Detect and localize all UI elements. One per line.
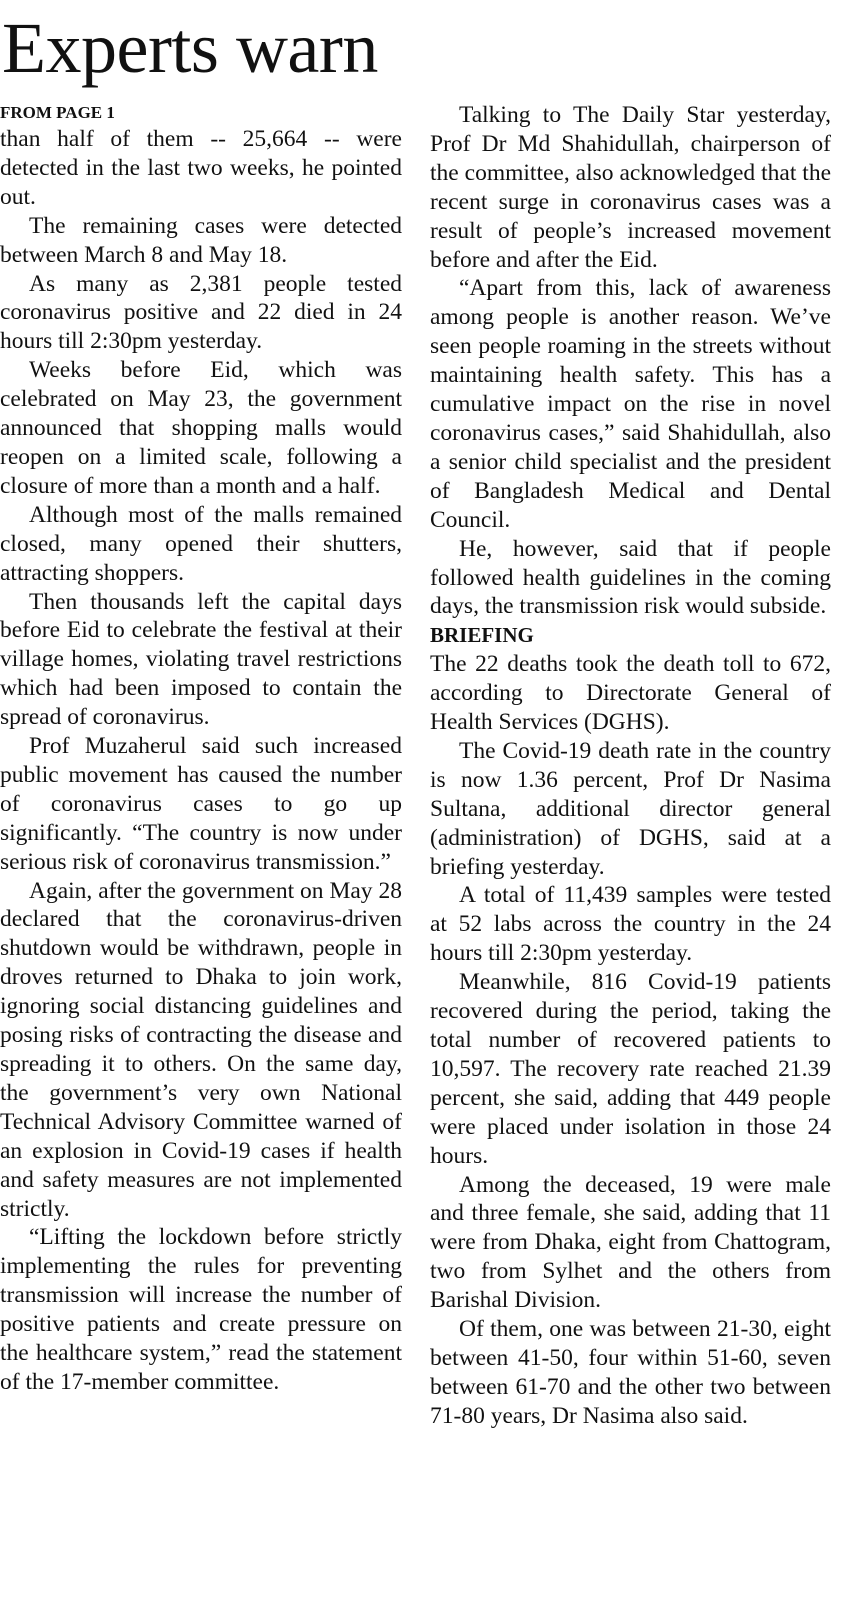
paragraph: He, however, said that if people followed health guidelines in the coming days, the transmission risk would subside. [430,535,831,620]
paragraph: Although most of the malls remained closed, many opened their shutters, attracting shoppers. [0,501,402,586]
section-subhead: BRIEFING [430,623,534,648]
paragraph: Again, after the government on May 28 declared that the coronavirus-driven shutdown would be withdrawn, people in droves returned to Dhaka to join work, ignoring social distancing guidelines and posing risks of contracting the disease and spreading it to others. On the same day, the government’s very own National Technical Advisory Committee warned of an explosion in Covid-19 cases if health and safety measures are not implemented strictly. [0,877,402,1222]
paragraph: Then thousands left the capital days before Eid to celebrate the festival at their village homes, violating travel restrictions which had been imposed to contain the spread of coronavirus. [0,588,402,731]
paragraph: Talking to The Daily Star yesterday, Prof Dr Md Shahidullah, chairperson of the committee, also acknowledged that the recent surge in coronavirus cases was a result of people’s increased movement before and after the Eid. [430,102,831,273]
paragraph: The 22 deaths took the death toll to 672, according to Directorate General of Health Services (DGHS). [430,651,831,736]
jump-label: FROM PAGE 1 [0,103,115,122]
right-column [430,101,831,1431]
paragraph: Prof Muzaherul said such increased public movement has caused the number of coronavirus cases to go up significantly. “The country is now under serious risk of coronavirus transmission.” [0,733,402,875]
paragraph: than half of them -- 25,664 -- were detected in the last two weeks, he pointed out. [0,126,402,210]
paragraph: Weeks before Eid, which was celebrated on May 23, the government announced that shopping malls would reopen on a limited scale, following a closure of more than a month and a half. [0,357,402,499]
paragraph: Of them, one was between 21-30, eight between 41-50, four within 51-60, seven between 61-70 and the other two between 71-80 years, Dr Nasima also said. [430,1316,831,1429]
paragraph: As many as 2,381 people tested coronavirus positive and 22 died in 24 hours till 2:30pm yesterday. [0,270,402,355]
left-column [0,101,402,1397]
paragraph: A total of 11,439 samples were tested at 52 labs across the country in the 24 hours till 2:30pm yesterday. [430,882,831,967]
paragraph: “Lifting the lockdown before strictly implementing the rules for preventing transmission will increase the number of positive patients and create pressure on the healthcare system,” read the statement of the 17-member committee. [0,1224,402,1395]
paragraph: Among the deceased, 19 were male and three female, she said, adding that 11 were from Dhaka, eight from Chattogram, two from Sylhet and the others from Barishal Division. [430,1171,831,1314]
paragraph: Meanwhile, 816 Covid-19 patients recovered during the period, taking the total number of recovered patients to 10,597. The recovery rate reached 21.39 percent, she said, adding that 449 people were placed under isolation in those 24 hours. [430,969,831,1169]
paragraph: The Covid-19 death rate in the country is now 1.36 percent, Prof Dr Nasima Sultana, additional director general (administration) of DGHS, said at a briefing yesterday. [430,737,831,880]
headline: Experts warn [2,8,378,88]
paragraph: The remaining cases were detected between March 8 and May 18. [0,212,402,268]
paragraph: “Apart from this, lack of awareness among people is another reason. We’ve seen people roaming in the streets without maintaining health safety. This has a cumulative impact on the rise in novel coronavirus cases,” said Shahidullah, also a senior child specialist and the president of Bangladesh Medical and Dental Council. [430,275,831,533]
